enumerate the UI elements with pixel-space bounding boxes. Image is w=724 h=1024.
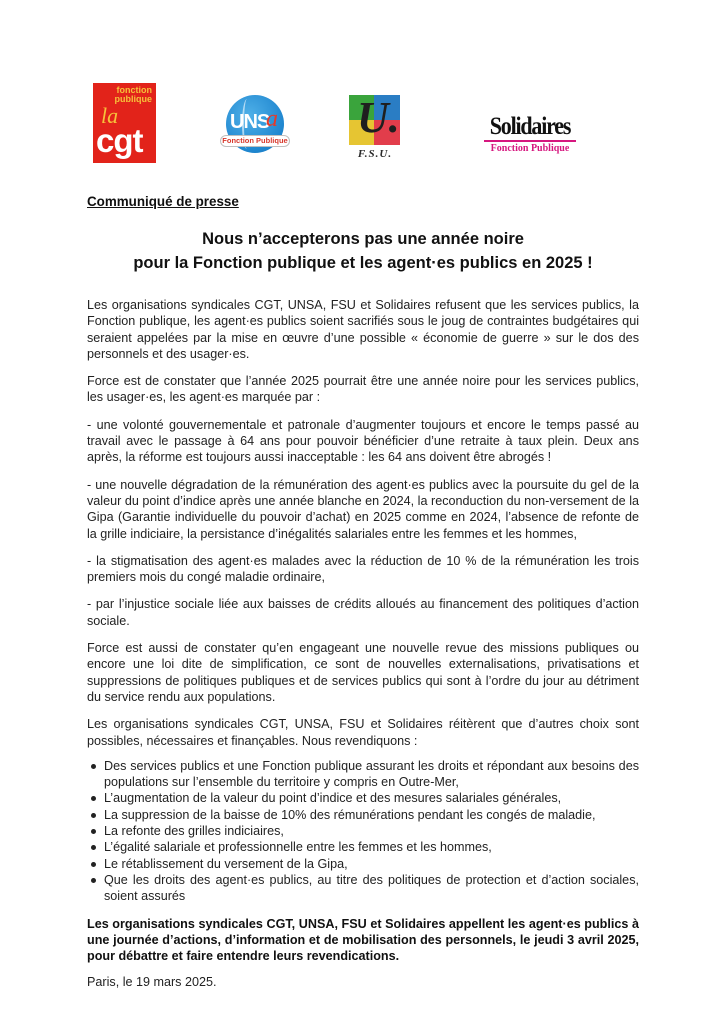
document-body: [87, 193, 639, 991]
solidaires-logo-subtitle: Fonction Publique: [490, 143, 570, 154]
unsa-logo-wordmark: UNS: [230, 111, 270, 133]
unsa-logo-accent-letter: a: [266, 106, 278, 132]
demand-item: Que les droits des agent·es publics, au titre des politiques de protection et d’action sociales, soient assurés: [87, 872, 639, 905]
solidaires-logo-underline: [484, 140, 576, 142]
cgt-logo-wordmark: cgt: [96, 122, 143, 159]
title-line-2: pour la Fonction publique et les agent·es publics en 2025 !: [133, 254, 593, 272]
fsu-logo-label: F.S.U.: [357, 148, 393, 160]
paragraph-annee-noire: Force est de constater que l’année 2025 pourrait être une année noire pour les services publics, les usager·es, les agent·es marquée par :: [87, 374, 639, 405]
demand-item: L’égalité salariale et professionnelle entre les femmes et les hommes,: [87, 839, 639, 855]
paragraph-revendications-intro: Les organisations syndicales CGT, UNSA, FSU et Solidaires réitèrent que d’autres choix sont possibles, nécessaires et finançables. Nous revendiquons :: [87, 717, 639, 748]
demands-list: [87, 758, 639, 905]
paragraph-conge-maladie: - la stigmatisation des agent·es malades avec la réduction de 10 % de la rémunération les trois premiers mois du congé maladie ordinaire,: [87, 553, 639, 585]
fsu-logo-letter: U.: [357, 93, 400, 142]
demand-item: La refonte des grilles indiciaires,: [87, 823, 639, 839]
signature-date: Paris, le 19 mars 2025.: [87, 975, 217, 990]
paragraph-retraite: - une volonté gouvernementale et patronale d’augmenter toujours et encore le temps passé au travail avec le passage à 64 ans pour pouvoir bénéficier d’une retraite à taux plein. Deux ans après, la réforme est toujours aussi inacceptable : les 64 ans doivent être abrogés !: [87, 417, 639, 465]
document-kicker: Communiqué de presse: [87, 194, 239, 209]
cgt-logo-line-1: fonction: [116, 85, 152, 95]
cgt-fonction-publique-logo: [93, 83, 156, 163]
demand-item: L’augmentation de la valeur du point d’indice et des mesures salariales générales,: [87, 790, 639, 806]
paragraph-intro: Les organisations syndicales CGT, UNSA, FSU et Solidaires refusent que les services publics, la Fonction publique, les agent·es publics soient sacrifiés sous le joug de contraintes budgétaires qui seraient appelées par la mise en œuvre d’une possible « économie de guerre » sur le dos des personnels et des usager·es.: [87, 298, 639, 361]
unsa-fonction-publique-logo: [220, 95, 290, 161]
paragraph-remuneration: - une nouvelle dégradation de la rémunération des agent·es publics avec la poursuite du gel de la valeur du point d’indice après une année blanche en 2024, la reconduction du non-versement de la Gipa (Garantie individuelle du pouvoir d’achat) en 2025 comme en 2024, l’absence de refonte de la grille indiciaire, la persistance d’inégalités salariales entre les femmes et les hommes,: [87, 477, 639, 541]
demand-item: La suppression de la baisse de 10% des rémunérations pendant les congés de maladie,: [87, 807, 639, 823]
demand-item: Des services publics et une Fonction publique assurant les droits et répondant aux besoins des populations sur l’ensemble du territoire y compris en Outre-Mer,: [87, 758, 639, 791]
unsa-logo-band: Fonction Publique: [220, 135, 290, 147]
paragraph-action-sociale: - par l’injustice sociale liée aux baisses de crédits alloués au financement des politiques d’action sociale.: [87, 597, 639, 628]
cgt-logo-line-2: publique: [114, 94, 152, 104]
call-to-action: Les organisations syndicales CGT, UNSA, FSU et Solidaires appellent les agent·es publics à une journée d’actions, d’information et de mobilisation des personnels, le jeudi 3 avril 2025, pour débattre et faire entendre leurs revendications.: [87, 916, 639, 964]
cgt-logo-subtitle: [115, 86, 153, 104]
document-title: [87, 227, 639, 275]
title-line-1: Nous n’accepterons pas une année noire: [202, 230, 524, 248]
demand-item: Le rétablissement du versement de la Gipa,: [87, 856, 639, 872]
cgt-logo-la: la: [101, 103, 119, 128]
paragraph-revue-missions: Force est aussi de constater qu’en engageant une nouvelle revue des missions publiques ou encore une loi dite de simplification, ce sont de nouvelles externalisations, privatisations et suppressions de politiques publiques et de services publics qui sont à l’ordre du jour au détriment du service rendu aux populations.: [87, 641, 639, 704]
solidaires-logo-wordmark: Solidaires: [489, 111, 571, 140]
solidaires-fonction-publique-logo: [480, 111, 580, 157]
fsu-logo: [347, 95, 403, 165]
